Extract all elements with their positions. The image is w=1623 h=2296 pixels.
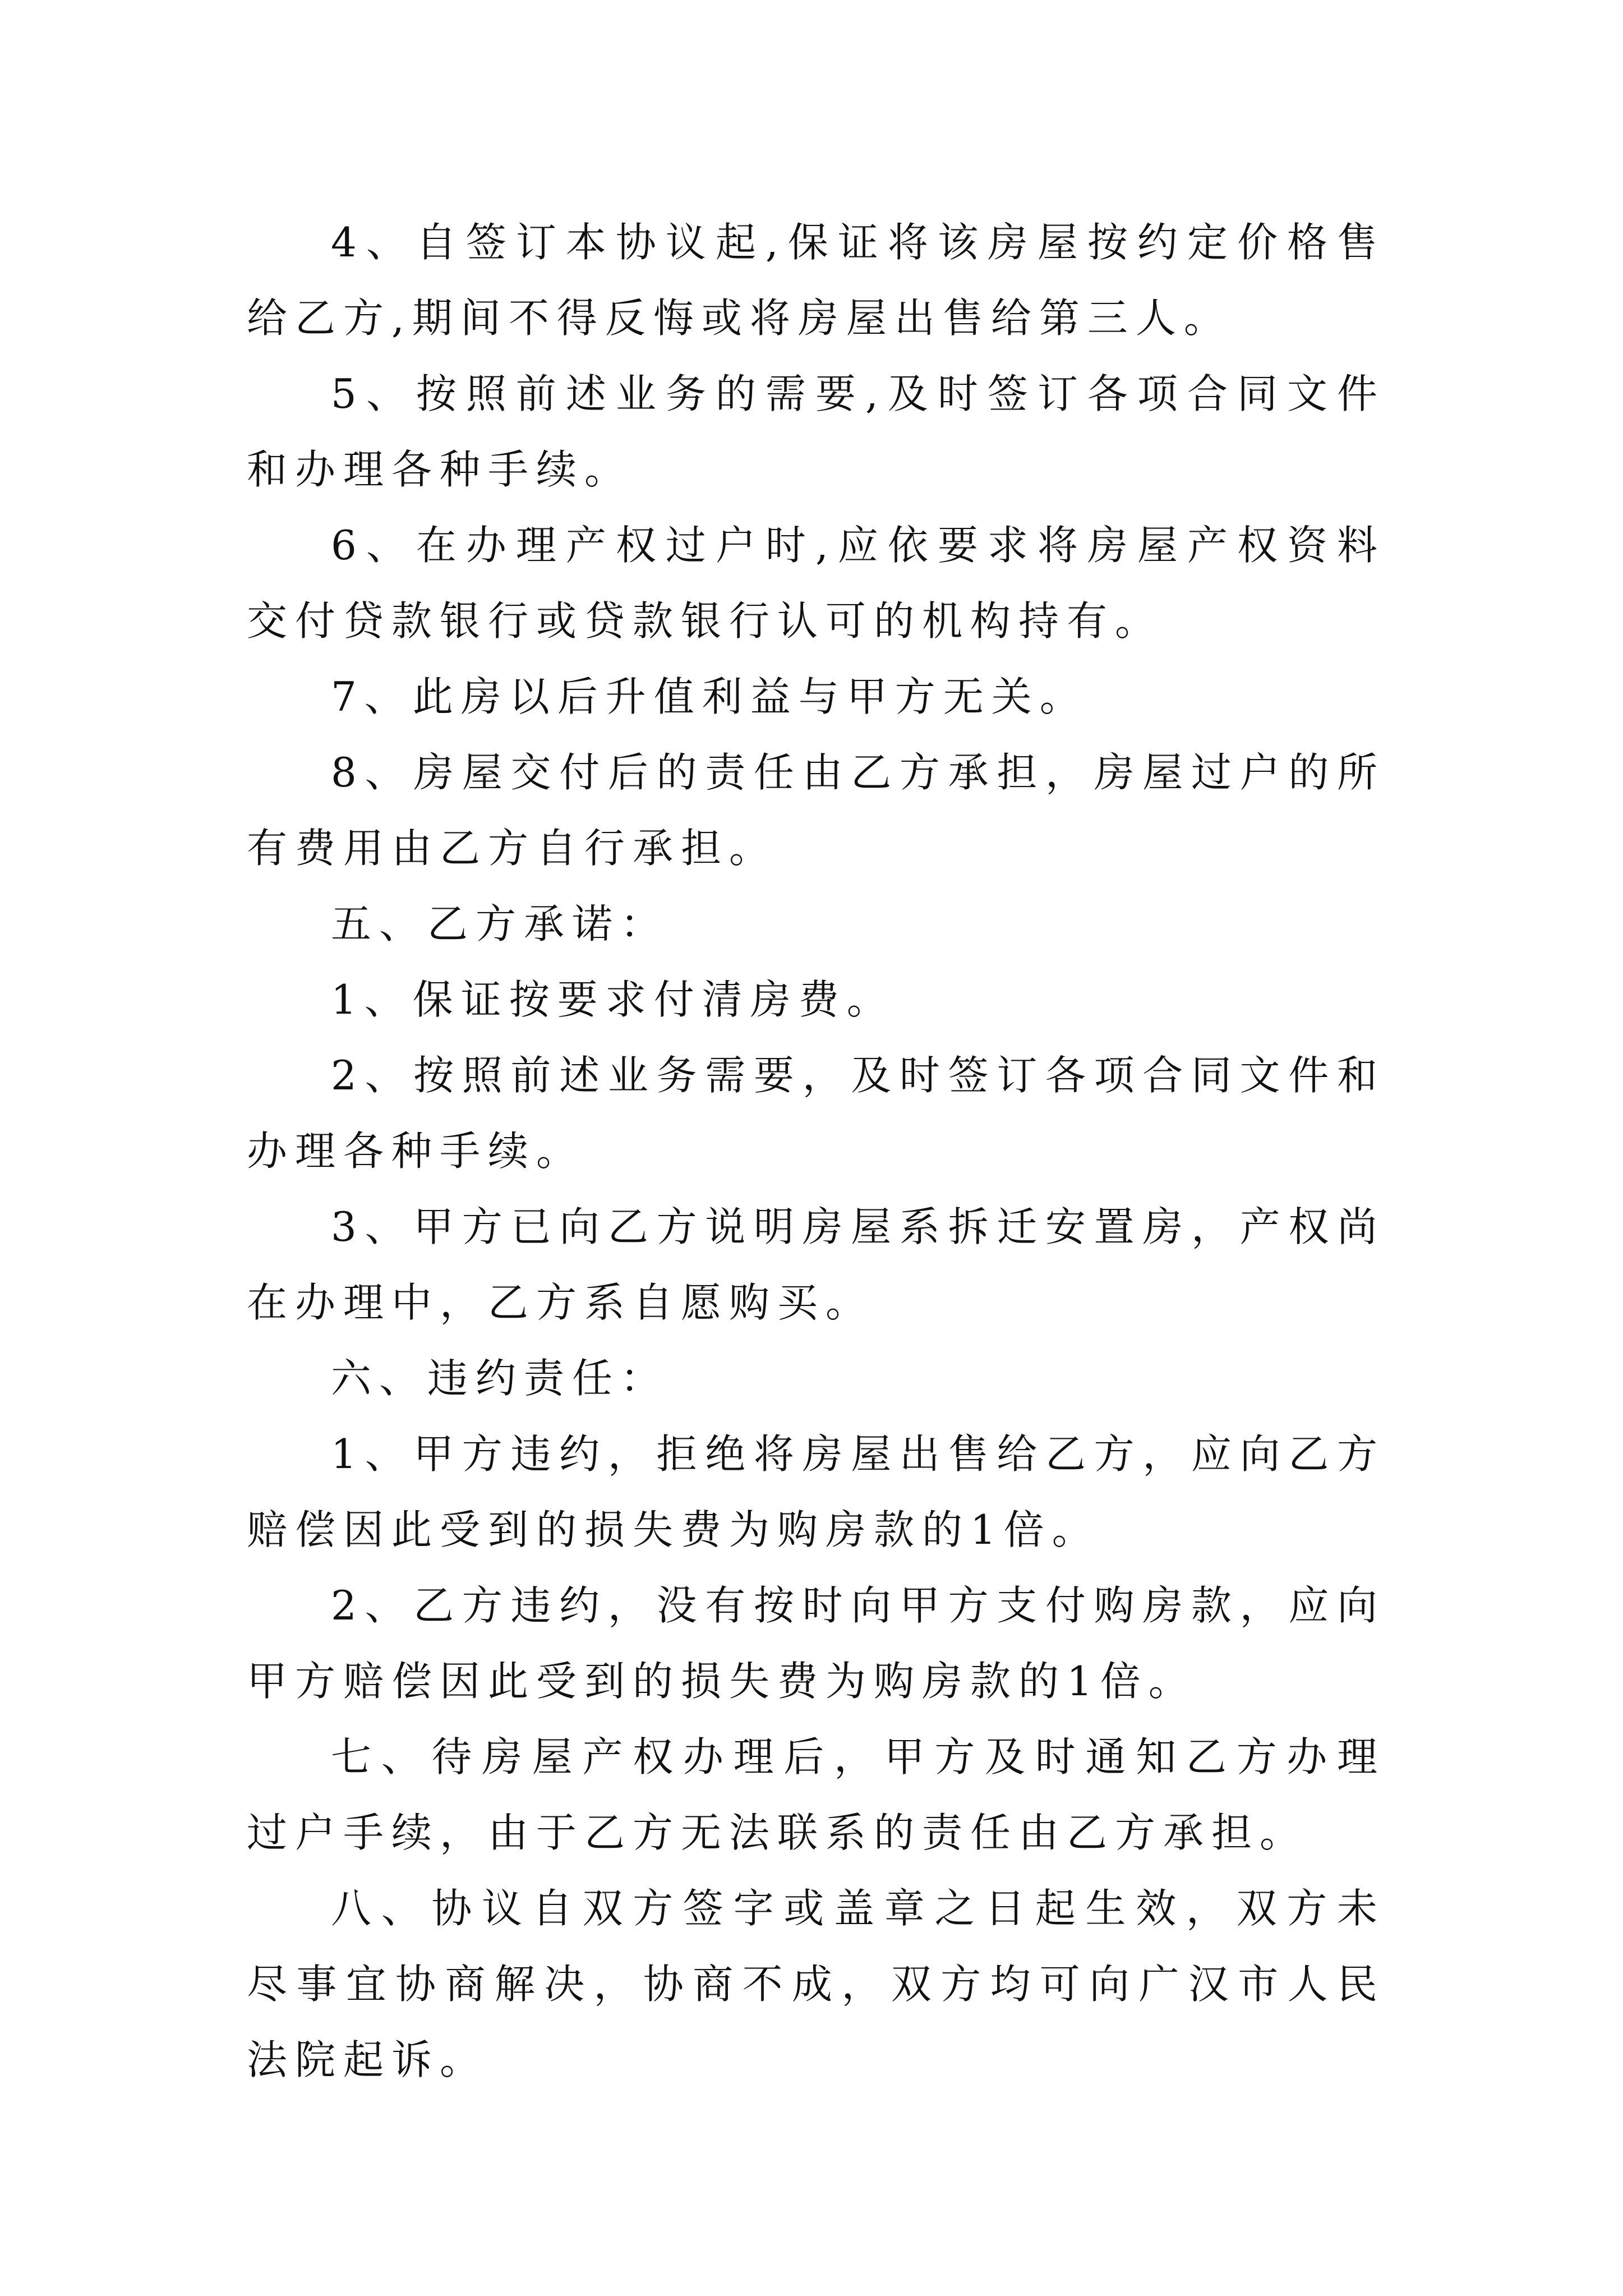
clause-4-paragraph: 4、自签订本协议起,保证将该房屋按约定价格售给乙方,期间不得反悔或将房屋出售给第三人。 [247, 219, 1385, 342]
section-5-item-1: 1、保证按要求付清房费。 [331, 976, 895, 1023]
clause-7-paragraph: 7、此房以后升值利益与甲方无关。 [331, 673, 1088, 720]
clause-8-paragraph: 8、房屋交付后的责任由乙方承担，房屋过户的所有费用由乙方自行承担。 [247, 749, 1385, 872]
section-6-heading: 六、违约责任： [331, 1355, 669, 1402]
clause-6-paragraph: 6、在办理产权过户时,应依要求将房屋产权资料交付贷款银行或贷款银行认可的机构持有。 [247, 522, 1385, 645]
document-body [247, 205, 1385, 2098]
clause-5-paragraph: 5、按照前述业务的需要,及时签订各项合同文件和办理各种手续。 [247, 370, 1385, 493]
section-8-paragraph: 八、协议自双方签字或盖章之日起生效，双方未尽事宜协商解决，协商不成，双方均可向广汉市人民法院起诉。 [247, 1885, 1385, 2083]
section-5-item-2: 2、按照前述业务需要，及时签订各项合同文件和办理各种手续。 [247, 1052, 1385, 1175]
section-6-item-2: 2、乙方违约，没有按时向甲方支付购房款，应向甲方赔偿因此受到的损失费为购房款的1倍。 [247, 1582, 1385, 1705]
section-6-item-1: 1、甲方违约，拒绝将房屋出售给乙方，应向乙方赔偿因此受到的损失费为购房款的1倍。 [247, 1430, 1385, 1553]
section-5-heading: 五、乙方承诺： [331, 900, 669, 947]
section-5-item-3: 3、甲方已向乙方说明房屋系拆迁安置房，产权尚在办理中，乙方系自愿购买。 [247, 1203, 1385, 1326]
section-7-paragraph: 七、待房屋产权办理后，甲方及时通知乙方办理过户手续，由于乙方无法联系的责任由乙方承担。 [247, 1733, 1385, 1856]
